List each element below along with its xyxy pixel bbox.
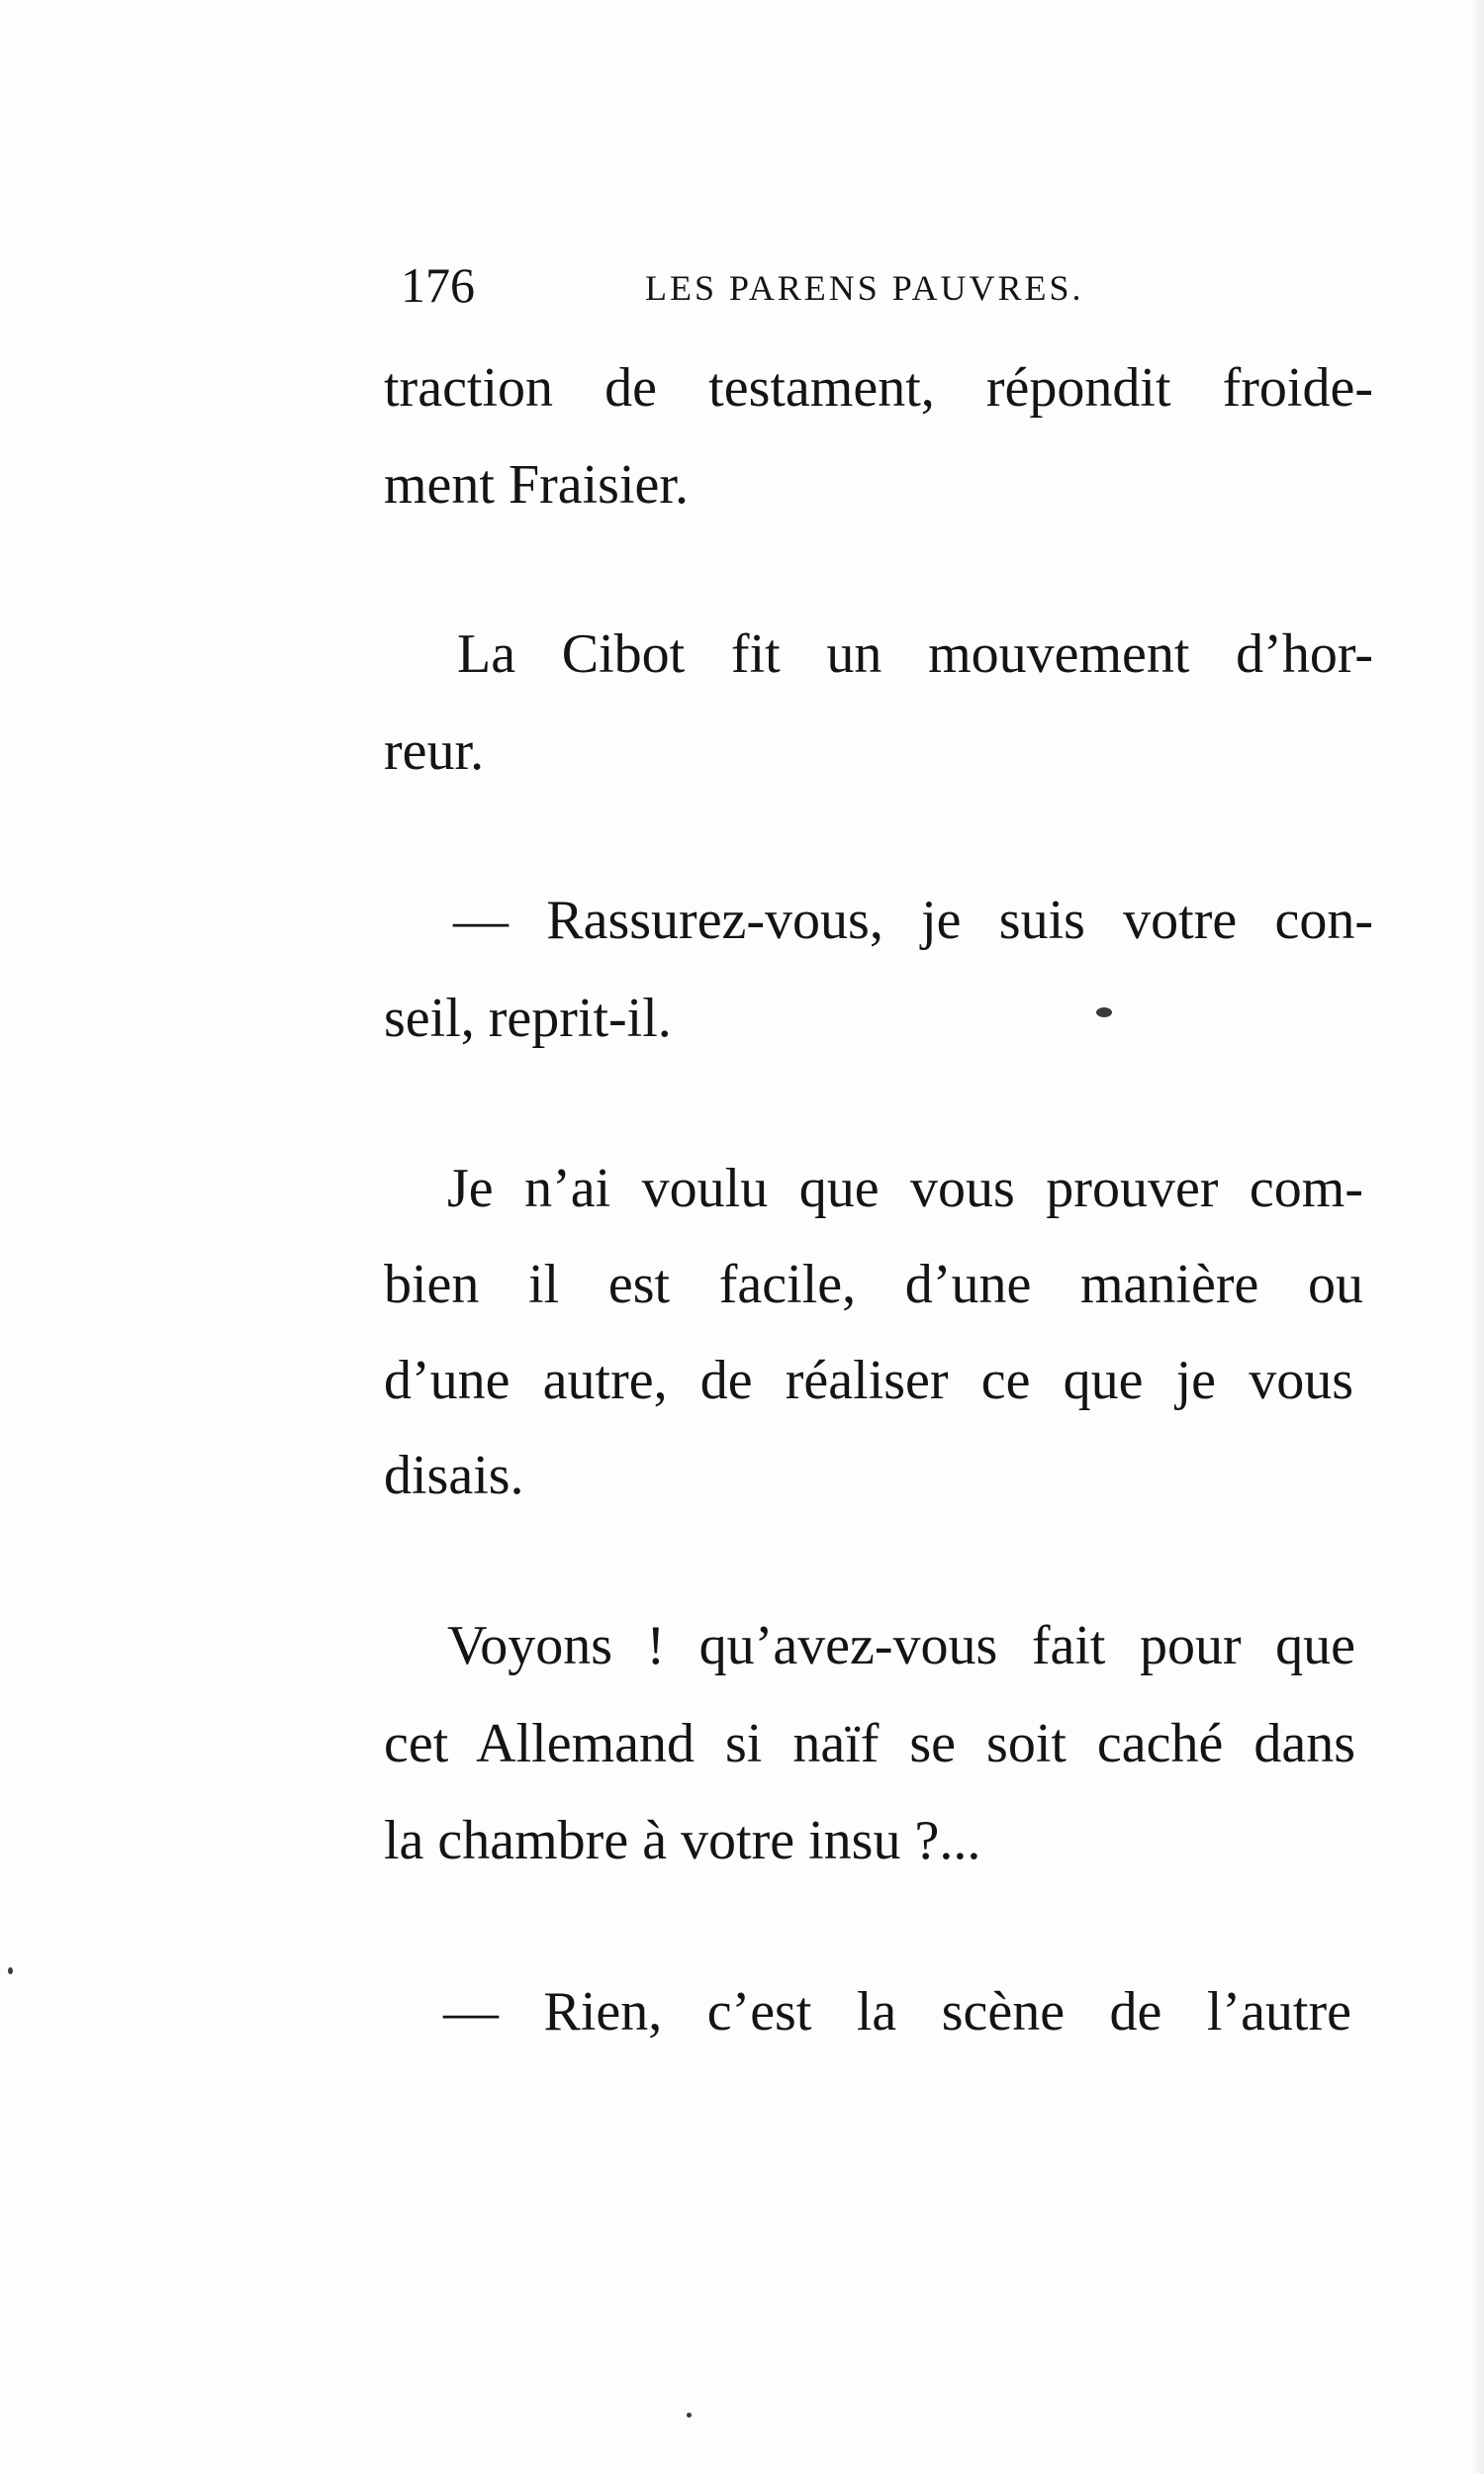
- ink-speck: [8, 1967, 13, 1974]
- text-line: seil, reprit-il.: [384, 988, 672, 1049]
- ink-speck: [1096, 1007, 1112, 1017]
- running-head: [401, 255, 1093, 315]
- text-line: Voyons ! qu’avez-vous fait pour que: [447, 1615, 1355, 1676]
- text-line: cet Allemand si naïf se soit caché dans: [384, 1713, 1355, 1774]
- running-title: LES PARENS PAUVRES.: [645, 268, 1084, 308]
- text-line: — Rassurez-vous, je suis votre con-: [453, 890, 1373, 951]
- text-line: La Cibot fit un mouvement d’hor-: [457, 623, 1373, 685]
- text-line: bien il est facile, d’une manière ou: [384, 1254, 1363, 1315]
- text-line: traction de testament, répondit froide-: [384, 357, 1373, 419]
- ink-speck: [687, 2413, 692, 2418]
- text-line: reur.: [384, 720, 485, 782]
- page-edge-shadow: [1470, 0, 1484, 2474]
- text-line: disais.: [384, 1445, 524, 1506]
- text-line: d’une autre, de réaliser ce que je vous: [384, 1350, 1353, 1411]
- page-number: 176: [401, 257, 475, 313]
- text-line: ment Fraisier.: [384, 454, 689, 516]
- text-line: Je n’ai voulu que vous prouver com-: [447, 1158, 1363, 1219]
- text-line: — Rien, c’est la scène de l’autre: [443, 1981, 1351, 2043]
- text-line: la chambre à votre insu ?...: [384, 1810, 981, 1871]
